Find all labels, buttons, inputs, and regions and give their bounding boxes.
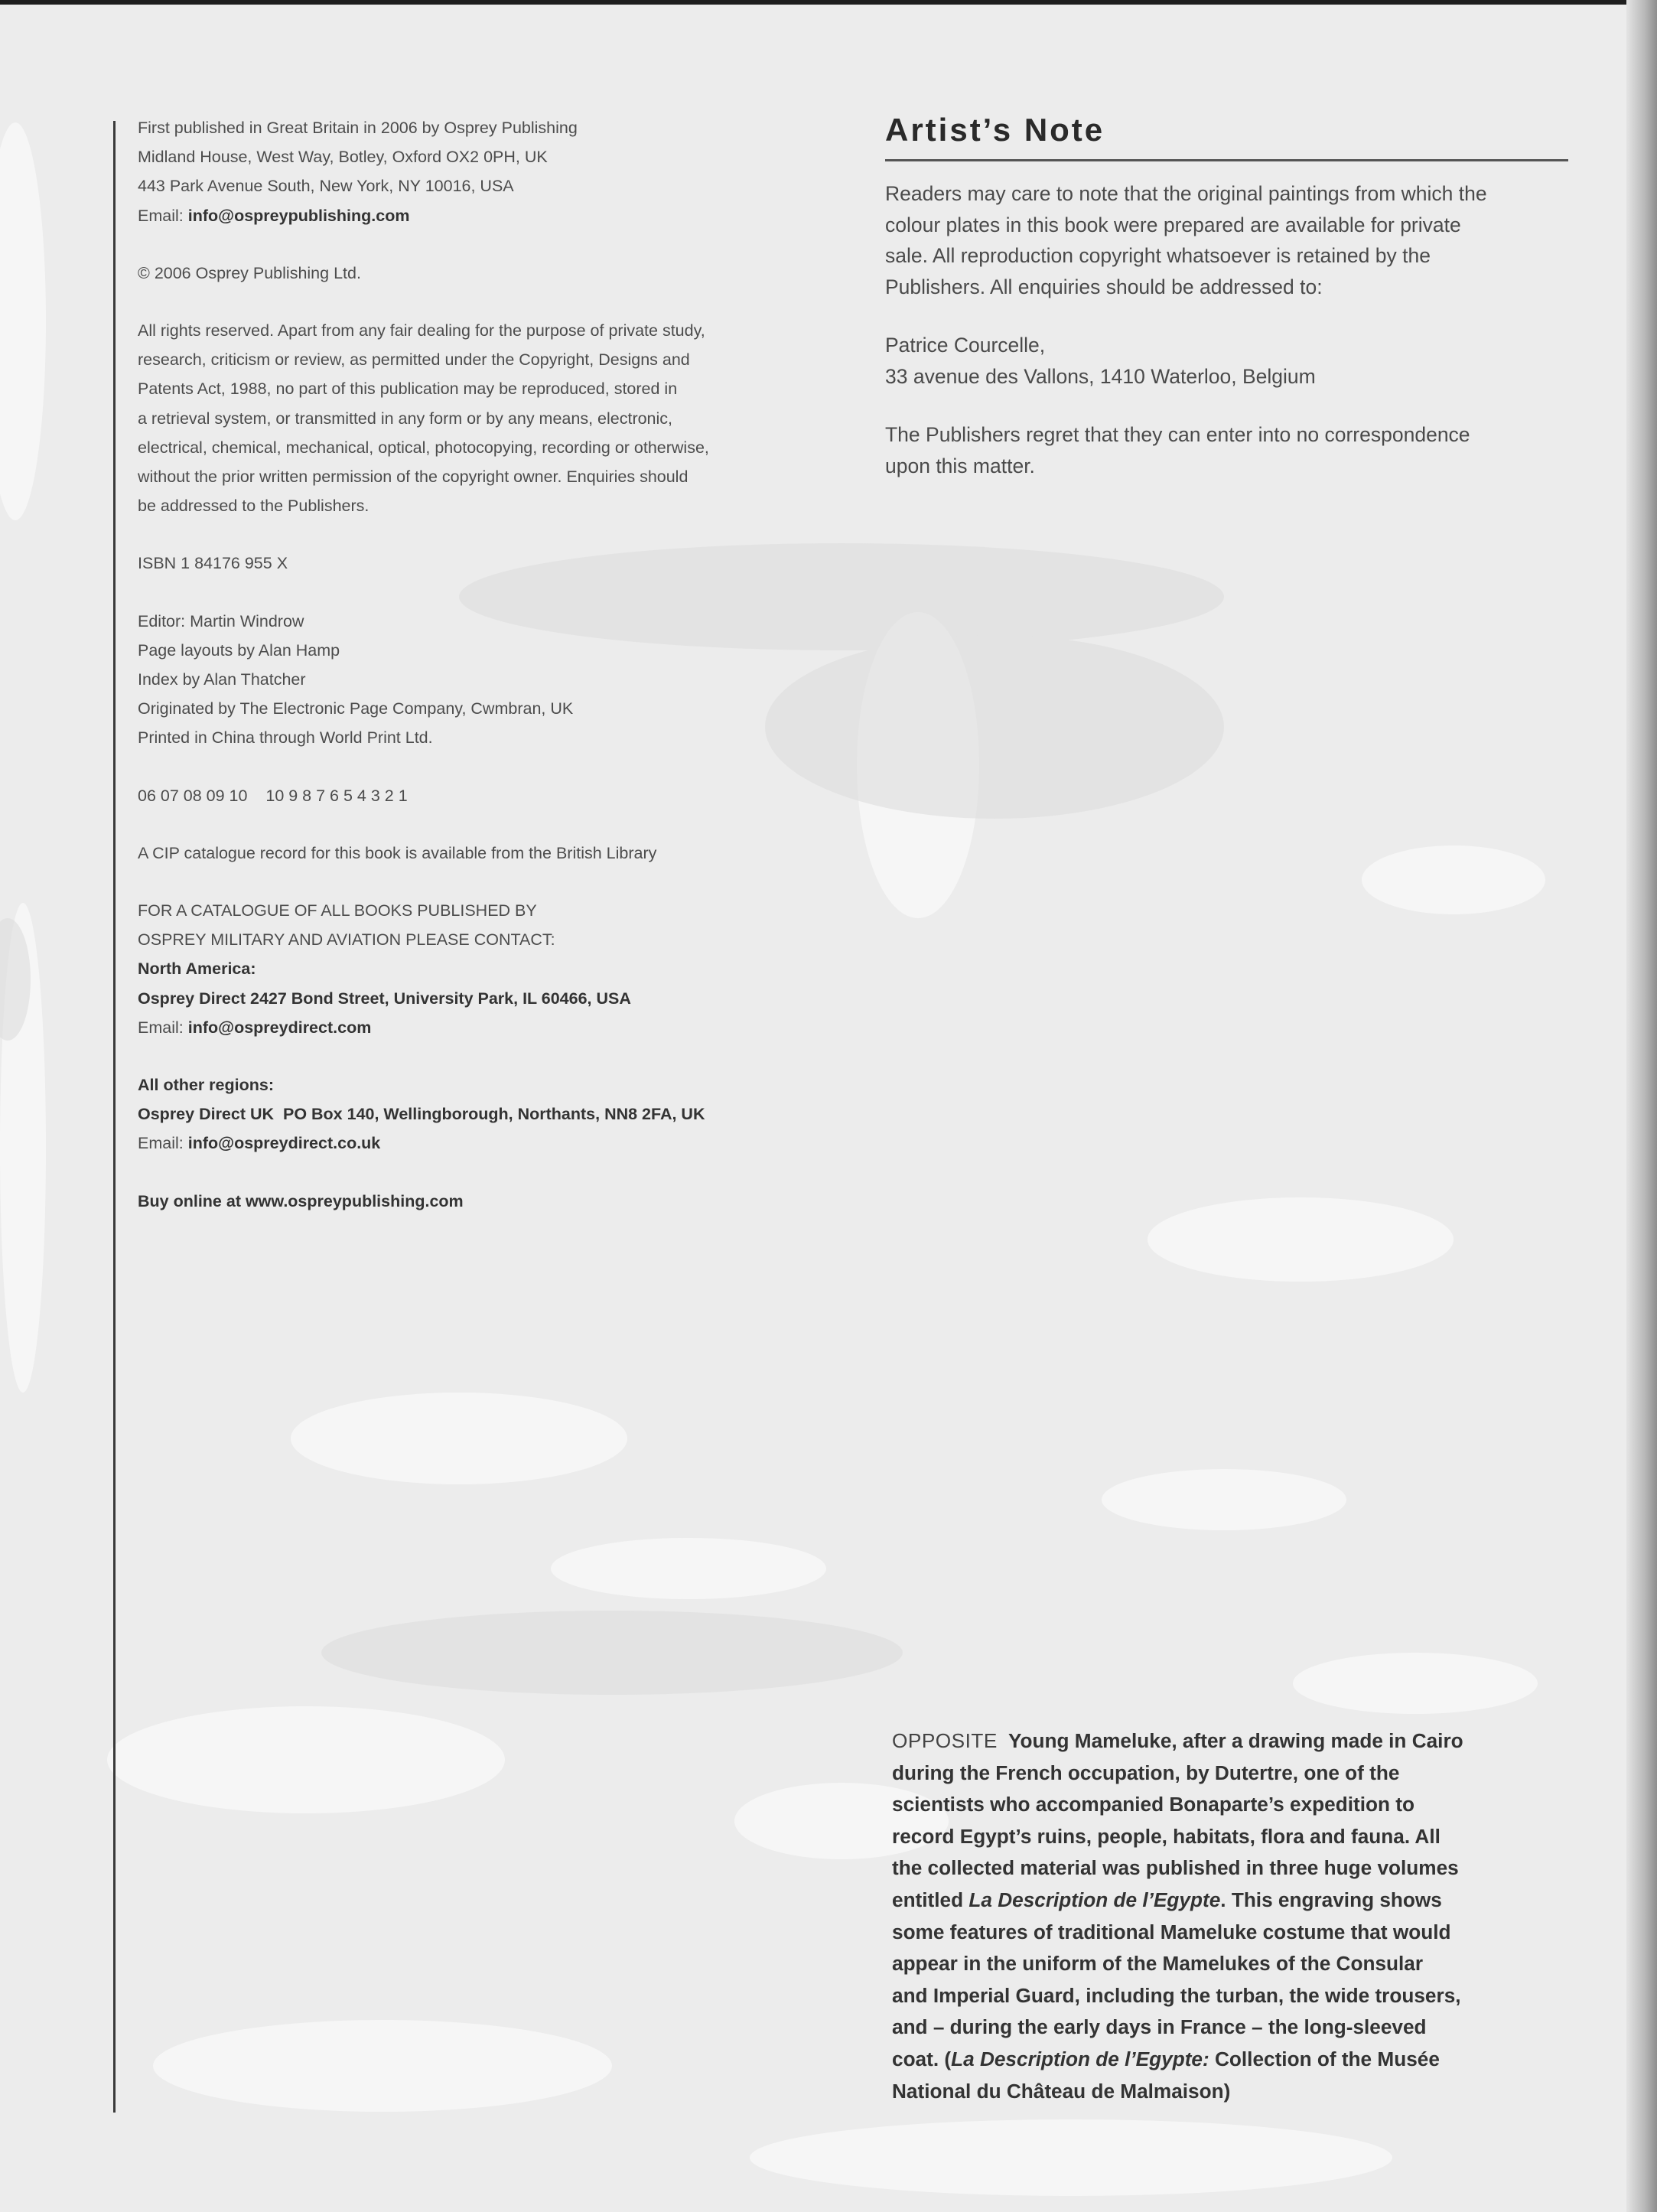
other-regions-address: Osprey Direct UK PO Box 140, Wellingborough, Northants, NN8 2FA, UK <box>138 1105 705 1124</box>
caption-line: some features of traditional Mameluke costume that would <box>892 1920 1451 1943</box>
north-america-label: North America: <box>138 959 256 979</box>
work-title: La Description de l’Egypte: <box>951 2047 1209 2070</box>
caption-line: and – during the early days in France – the long-sleeved <box>892 2015 1427 2039</box>
north-america-email-line <box>138 1013 842 1042</box>
note-line: upon this matter. <box>885 454 1035 477</box>
caption-line: record Egypt’s ruins, people, habitats, flora and fauna. All <box>892 1824 1441 1848</box>
copyright-block <box>138 259 842 288</box>
artist-address <box>885 330 1574 392</box>
credit-line: Index by Alan Thatcher <box>138 670 306 689</box>
caption-line: and Imperial Guard, including the turban, the wide trousers, <box>892 1983 1461 2007</box>
correspondence-notice <box>885 419 1574 481</box>
email-label: Email: <box>138 206 188 225</box>
credit-line: Printed in China through World Print Ltd. <box>138 728 433 748</box>
caption-line: scientists who accompanied Bonaparte’s expedition to <box>892 1793 1414 1816</box>
credits-block <box>138 607 842 753</box>
rights-line: research, criticism or review, as permitted under the Copyright, Designs and <box>138 350 690 370</box>
opposite-caption <box>892 1725 1580 2107</box>
isbn-line: ISBN 1 84176 955 X <box>138 554 288 573</box>
artists-note-section <box>885 109 1574 509</box>
caption-line: during the French occupation, by Dutertre, one of the <box>892 1761 1400 1784</box>
caption-text: Young Mameluke, after a drawing made in Cairo <box>1008 1729 1463 1752</box>
cip-block <box>138 839 842 868</box>
north-america-email: info@ospreydirect.com <box>187 1018 372 1037</box>
north-america-address: Osprey Direct 2427 Bond Street, University Park, IL 60466, USA <box>138 989 631 1008</box>
publisher-line: Midland House, West Way, Botley, Oxford OX2 0PH, UK <box>138 148 548 167</box>
caption-line <box>892 2044 1580 2076</box>
buy-online-line: Buy online at www.ospreypublishing.com <box>138 1191 464 1210</box>
caption-line: appear in the uniform of the Mamelukes of the Consular <box>892 1952 1424 1976</box>
note-line: Readers may care to note that the original paintings from which the <box>885 182 1487 205</box>
credit-line: Page layouts by Alan Hamp <box>138 640 340 660</box>
caption-text: . This engraving shows <box>1220 1888 1442 1911</box>
other-regions-email: info@ospreydirect.co.uk <box>187 1134 381 1153</box>
email-label: Email: <box>138 1018 188 1037</box>
print-line-block <box>138 781 842 810</box>
caption-line: National du Château de Malmaison) <box>892 2079 1231 2103</box>
print-line: 06 07 08 09 10 10 9 8 7 6 5 4 3 2 1 <box>138 786 408 805</box>
other-regions-email-line <box>138 1129 842 1158</box>
note-line: sale. All reproduction copyright whatsoever is retained by the <box>885 244 1431 267</box>
caption-line <box>892 1885 1580 1917</box>
isbn-block <box>138 549 842 578</box>
caption-line <box>892 1725 1580 1758</box>
email-label: Email: <box>138 1134 188 1153</box>
copyright-line: © 2006 Osprey Publishing Ltd. <box>138 263 361 282</box>
publisher-email-line <box>138 201 842 230</box>
rights-line: All rights reserved. Apart from any fair dealing for the purpose of private study, <box>138 321 705 340</box>
imprint-column <box>138 113 842 1244</box>
catalogue-heading-line: FOR A CATALOGUE OF ALL BOOKS PUBLISHED BY <box>138 901 537 920</box>
other-regions-block <box>138 1070 842 1158</box>
note-line: colour plates in this book were prepared are available for private <box>885 213 1461 236</box>
rights-block <box>138 316 842 520</box>
buy-online-block <box>138 1187 842 1216</box>
catalogue-heading-line: OSPREY MILITARY AND AVIATION PLEASE CONTACT: <box>138 930 555 950</box>
publisher-line: First published in Great Britain in 2006 by Osprey Publishing <box>138 119 578 137</box>
cip-line: A CIP catalogue record for this book is available from the British Library <box>138 843 657 862</box>
rights-line: a retrieval system, or transmitted in any form or by any means, electronic, <box>138 409 673 428</box>
caption-line: the collected material was published in three huge volumes <box>892 1856 1459 1880</box>
address-line: Patrice Courcelle, <box>885 334 1046 357</box>
publisher-block <box>138 113 842 230</box>
artists-note-title: Artist’s Note <box>885 112 1105 148</box>
caption-lead: OPPOSITE <box>892 1729 998 1752</box>
rights-line: Patents Act, 1988, no part of this publication may be reproduced, stored in <box>138 380 678 399</box>
rights-line: be addressed to the Publishers. <box>138 497 369 516</box>
title-underline <box>885 159 1568 161</box>
caption-text: entitled <box>892 1888 969 1911</box>
other-regions-label: All other regions: <box>138 1076 274 1095</box>
credit-line: Originated by The Electronic Page Company, Cwmbran, UK <box>138 699 574 718</box>
rights-line: electrical, chemical, mechanical, optical, photocopying, recording or otherwise, <box>138 438 709 457</box>
artists-note-paragraph <box>885 178 1574 302</box>
caption-text: coat. ( <box>892 2047 952 2070</box>
credit-line: Editor: Martin Windrow <box>138 611 304 630</box>
publisher-email: info@ospreypublishing.com <box>187 206 410 225</box>
publisher-line: 443 Park Avenue South, New York, NY 10016, USA <box>138 177 514 196</box>
catalogue-contact-block <box>138 896 842 1042</box>
left-margin-rule <box>113 121 116 2113</box>
rights-line: without the prior written permission of the copyright owner. Enquiries should <box>138 467 689 487</box>
note-line: Publishers. All enquiries should be addressed to: <box>885 275 1323 298</box>
caption-text: Collection of the Musée <box>1209 2047 1440 2070</box>
note-line: The Publishers regret that they can enter into no correspondence <box>885 423 1470 446</box>
page-edge-shadow <box>1626 0 1657 2212</box>
address-line: 33 avenue des Vallons, 1410 Waterloo, Belgium <box>885 364 1316 388</box>
work-title: La Description de l’Egypte <box>968 1888 1221 1911</box>
